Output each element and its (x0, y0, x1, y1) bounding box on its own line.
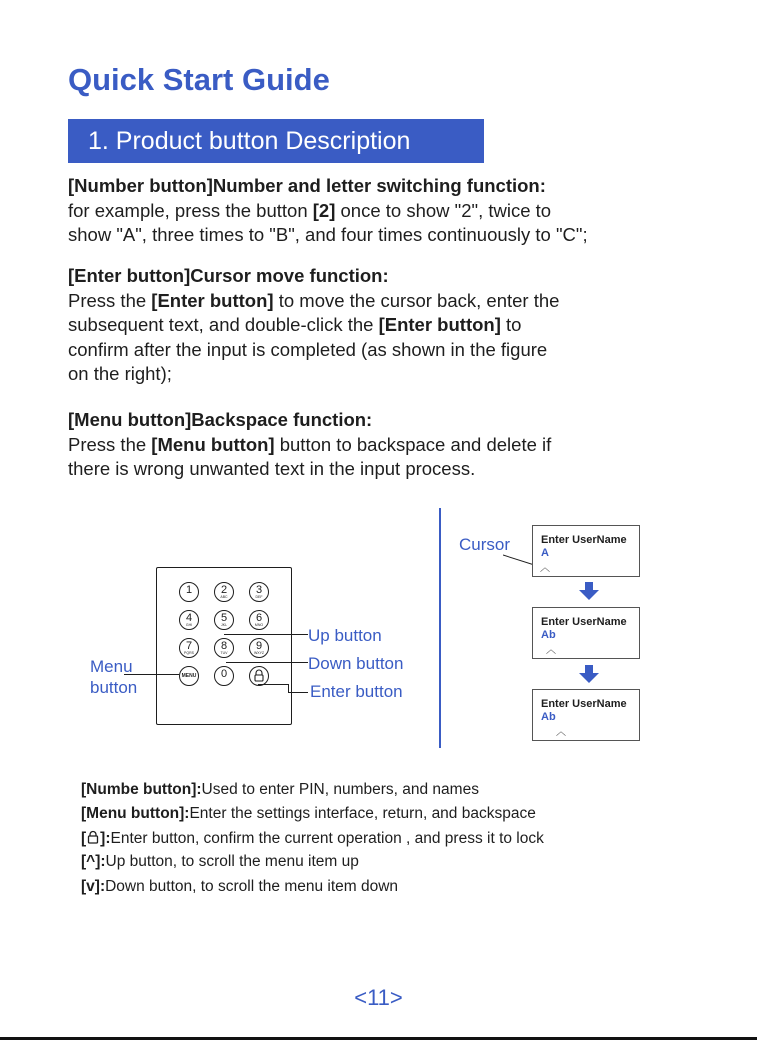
enter-callout-line2 (288, 692, 308, 693)
key-9: 9 WXYZ (249, 638, 269, 658)
screen-title: Enter UserName (541, 698, 627, 710)
key-8: 8 TUV (214, 638, 234, 658)
key-5: 5 JKL (214, 610, 234, 630)
legend-menu-button: [Menu button]:Enter the settings interface, return, and backspace (81, 805, 536, 822)
number-button-line2: show "A", three times to "B", and four times continuously to "C"; (68, 224, 588, 245)
key-enter-lock (249, 666, 269, 686)
number-button-line1: for example, press the button [2] once to show "2", twice to (68, 199, 552, 221)
key-0: 0 (214, 666, 234, 686)
cursor-caret-icon: ︿ (546, 645, 556, 656)
page-number: <11> (354, 985, 403, 1010)
enter-button-line3: confirm after the input is completed (as shown in the figure (68, 338, 548, 360)
key-4: 4 GHI (179, 610, 199, 630)
cursor-label: Cursor (459, 535, 511, 554)
menu-button-line2: there is wrong unwanted text in the input process. (68, 458, 476, 479)
keypad-illustration (156, 567, 292, 725)
enter-button-label: Enter button (310, 682, 403, 701)
key-menu: MENU (179, 666, 199, 686)
arrow-down-icon (579, 582, 599, 600)
menu-button-line1: Press the [Menu button] button to backspace and delete if (68, 433, 552, 455)
enter-button-line2: subsequent text, and double-click the [Enter button] to (68, 314, 522, 335)
diagram-divider (439, 508, 441, 748)
legend-down-button: [v]:Down button, to scroll the menu item down (81, 878, 399, 895)
menu-button-label: Menu button (90, 657, 138, 697)
number-button-section (68, 174, 698, 248)
screen-value: A (541, 547, 549, 559)
screen-value: Ab (541, 711, 556, 723)
screen-title: Enter UserName (541, 616, 627, 628)
section-banner: 1. Product button Description (68, 119, 484, 163)
screen-value: Ab (541, 629, 556, 641)
screen-step-1 (532, 525, 640, 577)
menu-button-section (68, 408, 698, 482)
legend-up-button: [^]:Up button, to scroll the menu item up (81, 853, 359, 870)
page-title: Quick Start Guide (68, 62, 330, 97)
enter-callout-line1 (258, 684, 288, 685)
enter-callout-vline (288, 684, 289, 692)
legend-number-button: [Numbe button]:Used to enter PIN, numbers, and names (81, 781, 479, 798)
up-callout-line (224, 634, 308, 635)
key-6: 6 MNO (249, 610, 269, 630)
key-7: 7 PQRS (179, 638, 199, 658)
menu-button-heading: [Menu button]Backspace function: (68, 409, 373, 430)
key-1: 1 (179, 582, 199, 602)
screen-title: Enter UserName (541, 534, 627, 546)
enter-button-line4: on the right); (68, 363, 172, 384)
arrow-down-icon (579, 665, 599, 683)
lock-icon (86, 830, 100, 844)
lock-icon (250, 667, 268, 685)
cursor-caret-icon: ︿ (556, 727, 566, 738)
down-callout-line (226, 662, 308, 663)
key-2: 2 ABC (214, 582, 234, 602)
down-button-label: Down button (308, 654, 404, 673)
number-button-heading: [Number button]Number and letter switching function: (68, 175, 546, 196)
enter-button-section (68, 264, 698, 387)
screen-step-3 (532, 689, 640, 741)
enter-button-line1: Press the [Enter button] to move the cursor back, enter the (68, 289, 560, 311)
up-button-label: Up button (308, 626, 382, 645)
cursor-caret-icon: ︿ (540, 563, 550, 574)
legend-enter-button: [ ]:Enter button, confirm the current operation , and press it to lock (81, 830, 544, 847)
enter-button-heading: [Enter button]Cursor move function: (68, 265, 389, 286)
key-3: 3 DEF (249, 582, 269, 602)
screen-step-2 (532, 607, 640, 659)
